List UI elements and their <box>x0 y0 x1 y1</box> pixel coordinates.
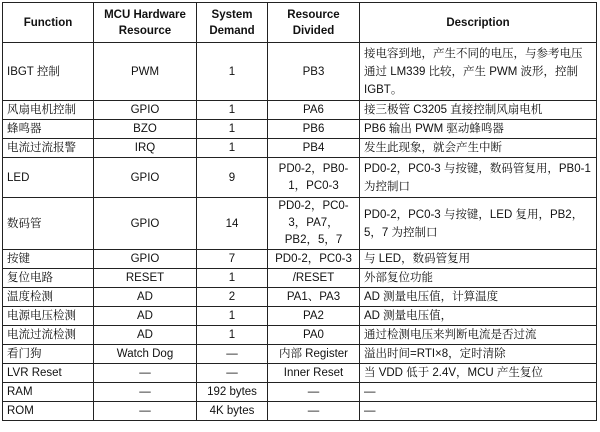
cell-divided: 内部 Register <box>268 345 360 364</box>
cell-hw: — <box>94 402 197 421</box>
cell-demand: 14 <box>197 198 268 250</box>
table-row <box>3 198 597 250</box>
table-row <box>3 43 597 101</box>
cell-hw: BZO <box>94 120 197 139</box>
header-hw-resource: MCU Hardware Resource <box>94 3 197 43</box>
cell-desc: PD0-2，PC0-3 与按键，数码管复用，PB0-1 为控制口 <box>360 158 597 198</box>
cell-function: 电流过流报警 <box>3 139 94 158</box>
cell-demand: 4K bytes <box>197 402 268 421</box>
cell-hw: — <box>94 383 197 402</box>
cell-divided: PA0 <box>268 326 360 345</box>
table-row <box>3 307 597 326</box>
cell-function: LED <box>3 158 94 198</box>
cell-desc: 溢出时间=RTI×8，定时清除 <box>360 345 597 364</box>
cell-desc: PD0-2，PC0-3 与按键，LED 复用，PB2，5，7 为控制口 <box>360 198 597 250</box>
cell-hw: — <box>94 364 197 383</box>
cell-demand: 1 <box>197 326 268 345</box>
resource-allocation-table <box>2 2 597 421</box>
cell-divided: PB4 <box>268 139 360 158</box>
cell-divided: PD0-2，PC0-3 <box>268 250 360 269</box>
cell-function: IBGT 控制 <box>3 43 94 101</box>
cell-divided: PD0-2，PB0-1，PC0-3 <box>268 158 360 198</box>
cell-desc: 接电容到地，产生不同的电压，与参考电压通过 LM339 比较，产生 PWM 波形，控制 IGBT。 <box>360 43 597 101</box>
header-resource-divided: Resource Divided <box>268 3 360 43</box>
cell-hw: Watch Dog <box>94 345 197 364</box>
cell-function: RAM <box>3 383 94 402</box>
cell-hw: IRQ <box>94 139 197 158</box>
header-description: Description <box>360 3 597 43</box>
cell-function: 电流过流检测 <box>3 326 94 345</box>
cell-demand: 9 <box>197 158 268 198</box>
cell-hw: GPIO <box>94 158 197 198</box>
cell-divided: PA2 <box>268 307 360 326</box>
cell-function: 复位电路 <box>3 269 94 288</box>
cell-function: 风扇电机控制 <box>3 101 94 120</box>
cell-function: 按键 <box>3 250 94 269</box>
cell-demand: — <box>197 345 268 364</box>
cell-hw: GPIO <box>94 198 197 250</box>
cell-demand: 7 <box>197 250 268 269</box>
cell-divided: PB6 <box>268 120 360 139</box>
cell-function: 数码管 <box>3 198 94 250</box>
cell-divided: — <box>268 383 360 402</box>
table-row <box>3 139 597 158</box>
cell-desc: — <box>360 383 597 402</box>
cell-desc: 外部复位功能 <box>360 269 597 288</box>
header-system-demand: System Demand <box>197 3 268 43</box>
cell-desc: 与 LED，数码管复用 <box>360 250 597 269</box>
cell-function: 电源电压检测 <box>3 307 94 326</box>
cell-demand: 2 <box>197 288 268 307</box>
table-row <box>3 158 597 198</box>
table-row <box>3 364 597 383</box>
table-row <box>3 288 597 307</box>
header-function: Function <box>3 3 94 43</box>
table-row <box>3 269 597 288</box>
table-row <box>3 250 597 269</box>
cell-desc: 发生此现象，就会产生中断 <box>360 139 597 158</box>
cell-divided: — <box>268 402 360 421</box>
cell-function: ROM <box>3 402 94 421</box>
cell-desc: AD 测量电压值，计算温度 <box>360 288 597 307</box>
cell-desc: PB6 输出 PWM 驱动蜂鸣器 <box>360 120 597 139</box>
cell-demand: 192 bytes <box>197 383 268 402</box>
cell-hw: AD <box>94 307 197 326</box>
cell-divided: Inner Reset <box>268 364 360 383</box>
cell-divided: PA1、PA3 <box>268 288 360 307</box>
table-row <box>3 402 597 421</box>
table-row <box>3 101 597 120</box>
cell-demand: 1 <box>197 101 268 120</box>
cell-desc: 通过检测电压来判断电流是否过流 <box>360 326 597 345</box>
cell-divided: PB3 <box>268 43 360 101</box>
cell-hw: AD <box>94 288 197 307</box>
cell-function: LVR Reset <box>3 364 94 383</box>
cell-function: 蜂鸣器 <box>3 120 94 139</box>
cell-demand: 1 <box>197 269 268 288</box>
cell-hw: RESET <box>94 269 197 288</box>
cell-demand: 1 <box>197 307 268 326</box>
cell-function: 看门狗 <box>3 345 94 364</box>
cell-divided: PA6 <box>268 101 360 120</box>
cell-divided: /RESET <box>268 269 360 288</box>
cell-function: 温度检测 <box>3 288 94 307</box>
cell-hw: GPIO <box>94 250 197 269</box>
cell-demand: 1 <box>197 43 268 101</box>
cell-demand: 1 <box>197 139 268 158</box>
table-row <box>3 326 597 345</box>
resource-table-container <box>2 2 597 421</box>
cell-demand: 1 <box>197 120 268 139</box>
table-row <box>3 120 597 139</box>
cell-desc: — <box>360 402 597 421</box>
cell-desc: 当 VDD 低于 2.4V，MCU 产生复位 <box>360 364 597 383</box>
cell-hw: GPIO <box>94 101 197 120</box>
header-row <box>3 3 597 43</box>
table-row <box>3 345 597 364</box>
cell-divided: PD0-2，PC0-3，PA7，PB2，5，7 <box>268 198 360 250</box>
cell-desc: 接三极管 C3205 直接控制风扇电机 <box>360 101 597 120</box>
cell-hw: PWM <box>94 43 197 101</box>
cell-demand: — <box>197 364 268 383</box>
cell-desc: AD 测量电压值， <box>360 307 597 326</box>
table-row <box>3 383 597 402</box>
cell-hw: AD <box>94 326 197 345</box>
